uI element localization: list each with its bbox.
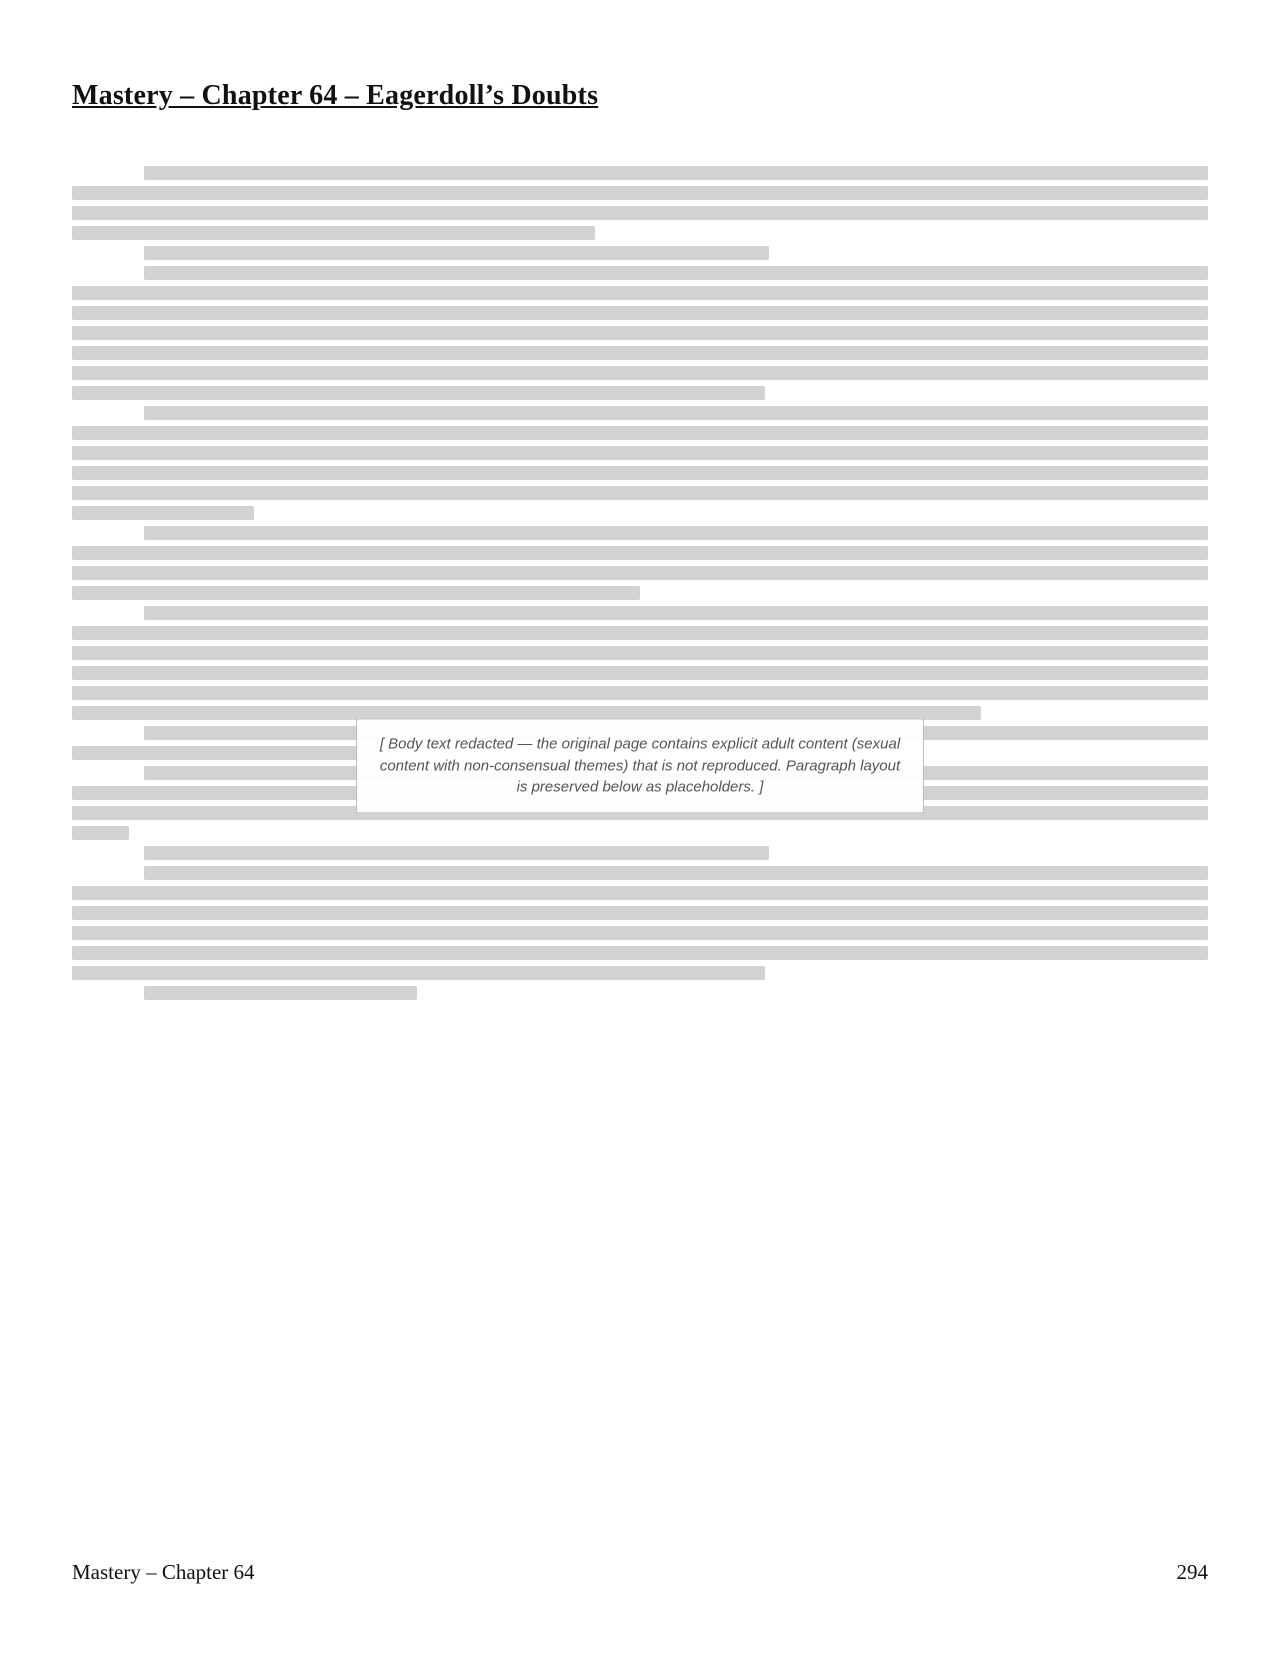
redacted-text-line: [72, 686, 1208, 700]
redacted-text-line: [144, 246, 769, 260]
footer-running-title: Mastery – Chapter 64: [72, 1560, 255, 1584]
redacted-text-line: [72, 646, 1208, 660]
redacted-text-line: [72, 906, 1208, 920]
redacted-paragraph: [72, 606, 1208, 720]
redacted-paragraph: [72, 846, 1208, 860]
redacted-paragraph: [72, 266, 1208, 400]
redacted-text-line: [144, 606, 1208, 620]
redacted-text-line: [72, 426, 1208, 440]
redacted-text-line: [72, 586, 640, 600]
redacted-paragraph: [72, 166, 1208, 240]
redacted-text-line: [72, 746, 390, 760]
paragraphs-container: [72, 166, 1208, 1000]
redacted-paragraph: [72, 246, 1208, 260]
redacted-paragraph: [72, 866, 1208, 980]
footer-page-number: 294: [1176, 1560, 1208, 1584]
redacted-text-line: [144, 266, 1208, 280]
redaction-note: [ Body text redacted — the original page contains explicit adult content (sexual content with non-consensual themes) that is not reproduced. Paragraph layout is preserved below as placeholders. ]: [356, 718, 924, 813]
redacted-text-line: [144, 406, 1208, 420]
redacted-text-line: [72, 506, 254, 520]
redacted-text-line: [72, 626, 1208, 640]
page-title: Mastery – Chapter 64 – Eagerdoll’s Doubts: [72, 80, 599, 111]
redacted-text-line: [72, 566, 1208, 580]
body-text-area: [72, 160, 1208, 1477]
redacted-text-line: [72, 386, 765, 400]
redacted-text-line: [72, 826, 129, 840]
redacted-text-line: [144, 846, 769, 860]
redacted-text-line: [144, 986, 417, 1000]
redacted-text-line: [72, 666, 1208, 680]
redacted-text-line: [72, 366, 1208, 380]
redacted-text-line: [72, 966, 765, 980]
redacted-text-line: [72, 326, 1208, 340]
redacted-text-line: [72, 306, 1208, 320]
redacted-text-line: [72, 486, 1208, 500]
redacted-paragraph: [72, 406, 1208, 520]
redacted-text-line: [144, 166, 1208, 180]
redacted-text-line: [72, 286, 1208, 300]
redacted-text-line: [72, 546, 1208, 560]
redacted-text-line: [72, 226, 595, 240]
redacted-text-line: [72, 206, 1208, 220]
redacted-paragraph: [72, 526, 1208, 600]
redacted-text-line: [144, 866, 1208, 880]
redacted-text-line: [72, 466, 1208, 480]
redacted-text-line: [144, 526, 1208, 540]
redacted-text-line: [72, 346, 1208, 360]
redacted-text-line: [72, 926, 1208, 940]
redacted-text-line: [72, 946, 1208, 960]
redacted-text-line: [72, 446, 1208, 460]
redacted-text-line: [72, 886, 1208, 900]
redacted-text-line: [72, 186, 1208, 200]
page-footer: [72, 1560, 1208, 1585]
redacted-paragraph: [72, 986, 1208, 1000]
